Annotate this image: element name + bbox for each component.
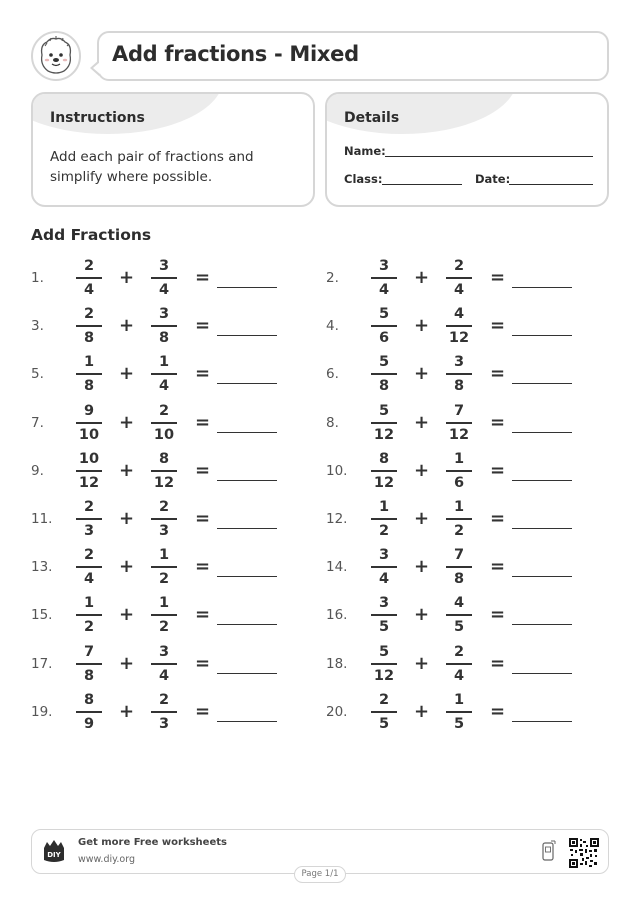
diy-logo[interactable] (42, 838, 66, 864)
denominator: 8 (453, 571, 465, 588)
answer-field[interactable] (217, 335, 277, 336)
denominator: 3 (83, 523, 95, 539)
numerator: 2 (378, 691, 390, 708)
denominator: 2 (83, 619, 95, 636)
fraction-b (446, 498, 472, 541)
answer-field[interactable] (512, 528, 572, 529)
denominator: 3 (158, 523, 170, 539)
instructions-text: Add each pair of fractions and simplify where possible. (50, 149, 254, 185)
fraction-a (371, 691, 397, 734)
fraction-a (76, 643, 102, 686)
denominator: 5 (378, 619, 390, 636)
fraction-b (151, 594, 177, 637)
page-indicator: Page 1/1 (294, 866, 346, 883)
fraction-bar (371, 663, 397, 665)
plus-sign: + (414, 363, 430, 385)
fraction-bar (151, 663, 177, 665)
fraction-b (151, 402, 177, 445)
answer-field[interactable] (512, 576, 572, 577)
plus-sign: + (119, 459, 135, 481)
numerator: 3 (158, 643, 170, 660)
fraction-b (446, 546, 472, 589)
equals-sign: = (490, 363, 506, 385)
problem-number: 9. (31, 462, 44, 479)
fraction-a (76, 257, 102, 300)
fraction-a (371, 257, 397, 300)
fraction-bar (446, 422, 472, 424)
answer-field[interactable] (512, 721, 572, 722)
answer-field[interactable] (217, 673, 277, 674)
instructions-title: Instructions (50, 110, 145, 126)
denominator: 12 (448, 426, 470, 443)
denominator: 12 (373, 426, 395, 443)
answer-field[interactable] (512, 624, 572, 625)
numerator: 5 (378, 402, 390, 419)
denominator: 8 (158, 330, 170, 347)
denominator: 6 (378, 330, 390, 347)
equals-sign: = (490, 267, 506, 288)
plus-sign: + (414, 604, 430, 626)
problem-4 (326, 305, 626, 349)
problem-number: 8. (326, 414, 339, 431)
fraction-bar (371, 277, 397, 279)
equals-sign: = (195, 459, 211, 481)
fraction-b (446, 691, 472, 734)
denominator: 4 (158, 282, 170, 298)
problem-7 (31, 402, 331, 446)
fraction-bar (151, 470, 177, 472)
problem-number: 7. (31, 414, 44, 431)
problem-number: 3. (31, 318, 44, 335)
denominator: 4 (378, 571, 390, 588)
denominator: 8 (453, 378, 465, 395)
equals-sign: = (195, 700, 211, 722)
numerator: 1 (83, 354, 95, 371)
problem-number: 14. (326, 559, 348, 576)
problem-20 (326, 691, 626, 735)
fraction-bar (76, 325, 102, 327)
plus-sign: + (119, 267, 135, 288)
problem-number: 10. (326, 462, 348, 479)
equals-sign: = (490, 459, 506, 481)
problem-number: 1. (31, 270, 44, 286)
problem-5 (31, 353, 331, 397)
footer-url[interactable]: www.diy.org (78, 854, 135, 865)
problem-9 (31, 450, 331, 494)
answer-field[interactable] (512, 287, 572, 288)
equals-sign: = (490, 508, 506, 529)
fraction-a (371, 450, 397, 493)
page-title: Add fractions - Mixed (112, 42, 359, 66)
problem-number: 19. (31, 703, 53, 720)
numerator: 3 (378, 258, 390, 274)
denominator: 2 (158, 571, 170, 588)
fraction-bar (371, 711, 397, 713)
numerator: 1 (158, 547, 170, 564)
numerator: 5 (378, 643, 390, 660)
fraction-bar (151, 518, 177, 520)
denominator: 8 (83, 378, 95, 395)
denominator: 4 (378, 282, 390, 298)
answer-field[interactable] (512, 383, 572, 384)
fraction-bar (371, 566, 397, 568)
fraction-a (76, 353, 102, 396)
fraction-bar (371, 325, 397, 327)
fraction-bar (446, 614, 472, 616)
denominator: 8 (378, 378, 390, 395)
fraction-a (371, 402, 397, 445)
answer-field[interactable] (512, 480, 572, 481)
fraction-bar (151, 277, 177, 279)
fraction-a (76, 691, 102, 734)
plus-sign: + (119, 652, 135, 674)
problem-16 (326, 594, 626, 638)
denominator: 8 (83, 330, 95, 347)
plus-sign: + (414, 315, 430, 337)
denominator: 4 (83, 282, 95, 298)
fraction-bar (76, 566, 102, 568)
fraction-b (151, 498, 177, 541)
numerator: 3 (158, 258, 170, 274)
plus-sign: + (119, 315, 135, 337)
fraction-b (151, 691, 177, 734)
fraction-bar (446, 711, 472, 713)
fraction-b (151, 353, 177, 396)
fraction-a (76, 305, 102, 348)
class-label: Class: (344, 172, 383, 186)
numerator: 3 (378, 595, 390, 612)
fraction-bar (371, 373, 397, 375)
denominator: 4 (453, 667, 465, 684)
numerator: 1 (453, 450, 465, 467)
numerator: 3 (378, 547, 390, 564)
denominator: 4 (158, 667, 170, 684)
equals-sign: = (195, 508, 211, 529)
class-field[interactable] (382, 184, 462, 185)
answer-field[interactable] (512, 432, 572, 433)
fraction-bar (446, 566, 472, 568)
plus-sign: + (119, 508, 135, 529)
denominator: 2 (453, 523, 465, 539)
fraction-bar (151, 614, 177, 616)
footer-title: Get more Free worksheets (78, 837, 227, 848)
answer-field[interactable] (217, 383, 277, 384)
fraction-bar (446, 277, 472, 279)
denominator: 4 (453, 282, 465, 298)
fraction-bar (151, 566, 177, 568)
numerator: 4 (453, 595, 465, 612)
date-label: Date: (475, 172, 511, 186)
problem-11 (31, 498, 331, 542)
fraction-bar (76, 711, 102, 713)
problem-1 (31, 257, 331, 301)
numerator: 4 (453, 306, 465, 323)
fraction-bar (371, 422, 397, 424)
plus-sign: + (414, 556, 430, 578)
equals-sign: = (195, 363, 211, 385)
numerator: 2 (83, 306, 95, 323)
fraction-a (371, 498, 397, 541)
plus-sign: + (414, 508, 430, 529)
denominator: 6 (453, 474, 465, 491)
answer-field[interactable] (217, 287, 277, 288)
equals-sign: = (195, 411, 211, 433)
instructions-panel (31, 92, 315, 207)
denominator: 10 (78, 426, 100, 443)
fraction-b (446, 402, 472, 445)
numerator: 2 (83, 258, 95, 274)
fraction-a (371, 353, 397, 396)
plus-sign: + (414, 459, 430, 481)
numerator: 2 (83, 499, 95, 515)
denominator: 12 (153, 474, 175, 491)
numerator: 10 (78, 450, 100, 467)
fraction-bar (446, 663, 472, 665)
problem-12 (326, 498, 626, 542)
fraction-b (151, 257, 177, 300)
problem-15 (31, 594, 331, 638)
equals-sign: = (195, 652, 211, 674)
fraction-a (76, 402, 102, 445)
plus-sign: + (119, 604, 135, 626)
numerator: 3 (158, 306, 170, 323)
denominator: 12 (373, 474, 395, 491)
fraction-b (151, 305, 177, 348)
denominator: 12 (78, 474, 100, 491)
fraction-bar (446, 373, 472, 375)
fraction-a (76, 450, 102, 493)
numerator: 8 (83, 691, 95, 708)
denominator: 8 (83, 667, 95, 684)
answer-field[interactable] (217, 721, 277, 722)
numerator: 5 (378, 354, 390, 371)
numerator: 1 (378, 499, 390, 515)
numerator: 2 (83, 547, 95, 564)
problem-number: 6. (326, 366, 339, 383)
problem-number: 12. (326, 511, 348, 527)
section-title: Add Fractions (31, 226, 152, 244)
numerator: 1 (158, 595, 170, 612)
numerator: 1 (453, 499, 465, 515)
problem-number: 20. (326, 703, 348, 720)
denominator: 2 (378, 523, 390, 539)
problem-14 (326, 546, 626, 590)
answer-field[interactable] (217, 528, 277, 529)
numerator: 7 (453, 402, 465, 419)
problem-3 (31, 305, 331, 349)
numerator: 5 (378, 306, 390, 323)
problem-6 (326, 353, 626, 397)
problem-number: 4. (326, 318, 339, 335)
fraction-a (371, 643, 397, 686)
equals-sign: = (490, 604, 506, 626)
problem-number: 13. (31, 559, 53, 576)
equals-sign: = (490, 700, 506, 722)
denominator: 9 (83, 715, 95, 732)
problem-number: 11. (31, 511, 53, 527)
fraction-b (446, 450, 472, 493)
fraction-bar (76, 373, 102, 375)
numerator: 9 (83, 402, 95, 419)
equals-sign: = (195, 267, 211, 288)
fraction-bar (76, 277, 102, 279)
denominator: 3 (158, 715, 170, 732)
fraction-bar (76, 470, 102, 472)
fraction-a (76, 546, 102, 589)
problem-number: 5. (31, 366, 44, 383)
plus-sign: + (414, 267, 430, 288)
equals-sign: = (490, 315, 506, 337)
denominator: 5 (453, 619, 465, 636)
fraction-bar (446, 518, 472, 520)
fraction-bar (446, 325, 472, 327)
problem-18 (326, 643, 626, 687)
fraction-bar (76, 614, 102, 616)
fraction-b (151, 643, 177, 686)
fraction-a (371, 546, 397, 589)
date-field[interactable] (509, 184, 593, 185)
equals-sign: = (195, 315, 211, 337)
equals-sign: = (490, 411, 506, 433)
fraction-b (446, 594, 472, 637)
numerator: 7 (83, 643, 95, 660)
answer-field[interactable] (217, 480, 277, 481)
problem-17 (31, 643, 331, 687)
plus-sign: + (414, 700, 430, 722)
qr-code-icon[interactable] (569, 838, 599, 868)
denominator: 5 (378, 715, 390, 732)
answer-field[interactable] (217, 432, 277, 433)
equals-sign: = (490, 556, 506, 578)
plus-sign: + (414, 411, 430, 433)
answer-field[interactable] (217, 624, 277, 625)
problem-number: 2. (326, 270, 339, 286)
details-panel (325, 92, 609, 207)
fraction-b (151, 450, 177, 493)
fraction-bar (76, 518, 102, 520)
answer-field[interactable] (217, 576, 277, 577)
plus-sign: + (119, 363, 135, 385)
fraction-bar (76, 422, 102, 424)
fraction-bar (151, 422, 177, 424)
name-field[interactable] (385, 156, 593, 157)
answer-field[interactable] (512, 335, 572, 336)
fraction-a (76, 594, 102, 637)
fraction-bar (371, 470, 397, 472)
problem-10 (326, 450, 626, 494)
problem-number: 15. (31, 607, 53, 624)
fraction-bar (151, 373, 177, 375)
fraction-b (151, 546, 177, 589)
fraction-b (446, 305, 472, 348)
numerator: 8 (158, 450, 170, 467)
problem-number: 16. (326, 607, 348, 624)
name-label: Name: (344, 144, 386, 158)
problem-19 (31, 691, 331, 735)
answer-field[interactable] (512, 673, 572, 674)
denominator: 4 (83, 571, 95, 588)
numerator: 8 (378, 450, 390, 467)
problem-number: 17. (31, 655, 53, 672)
numerator: 2 (453, 643, 465, 660)
numerator: 1 (158, 354, 170, 371)
problem-2 (326, 257, 626, 301)
numerator: 1 (83, 595, 95, 612)
numerator: 7 (453, 547, 465, 564)
denominator: 4 (158, 378, 170, 395)
problem-8 (326, 402, 626, 446)
denominator: 5 (453, 715, 465, 732)
equals-sign: = (195, 556, 211, 578)
numerator: 2 (158, 691, 170, 708)
fraction-bar (151, 325, 177, 327)
numerator: 1 (453, 691, 465, 708)
fraction-bar (446, 470, 472, 472)
details-title: Details (344, 110, 400, 126)
phone-scan-icon (542, 840, 556, 862)
denominator: 10 (153, 426, 175, 443)
fraction-bar (76, 663, 102, 665)
fraction-a (371, 594, 397, 637)
fraction-bar (371, 614, 397, 616)
fraction-b (446, 353, 472, 396)
plus-sign: + (119, 556, 135, 578)
denominator: 12 (373, 667, 395, 684)
numerator: 3 (453, 354, 465, 371)
fraction-a (371, 305, 397, 348)
fraction-b (446, 643, 472, 686)
diy-logo-icon (42, 838, 66, 864)
numerator: 2 (158, 402, 170, 419)
denominator: 12 (448, 330, 470, 347)
plus-sign: + (119, 411, 135, 433)
problem-number: 18. (326, 655, 348, 672)
fraction-bar (151, 711, 177, 713)
problem-13 (31, 546, 331, 590)
fraction-bar (371, 518, 397, 520)
denominator: 2 (158, 619, 170, 636)
yeti-mascot-icon (33, 33, 79, 79)
fraction-b (446, 257, 472, 300)
numerator: 2 (453, 258, 465, 274)
plus-sign: + (119, 700, 135, 722)
equals-sign: = (195, 604, 211, 626)
svg-text:DIY: DIY (47, 851, 61, 859)
fraction-a (76, 498, 102, 541)
plus-sign: + (414, 652, 430, 674)
equals-sign: = (490, 652, 506, 674)
numerator: 2 (158, 499, 170, 515)
mascot-avatar (31, 31, 81, 81)
